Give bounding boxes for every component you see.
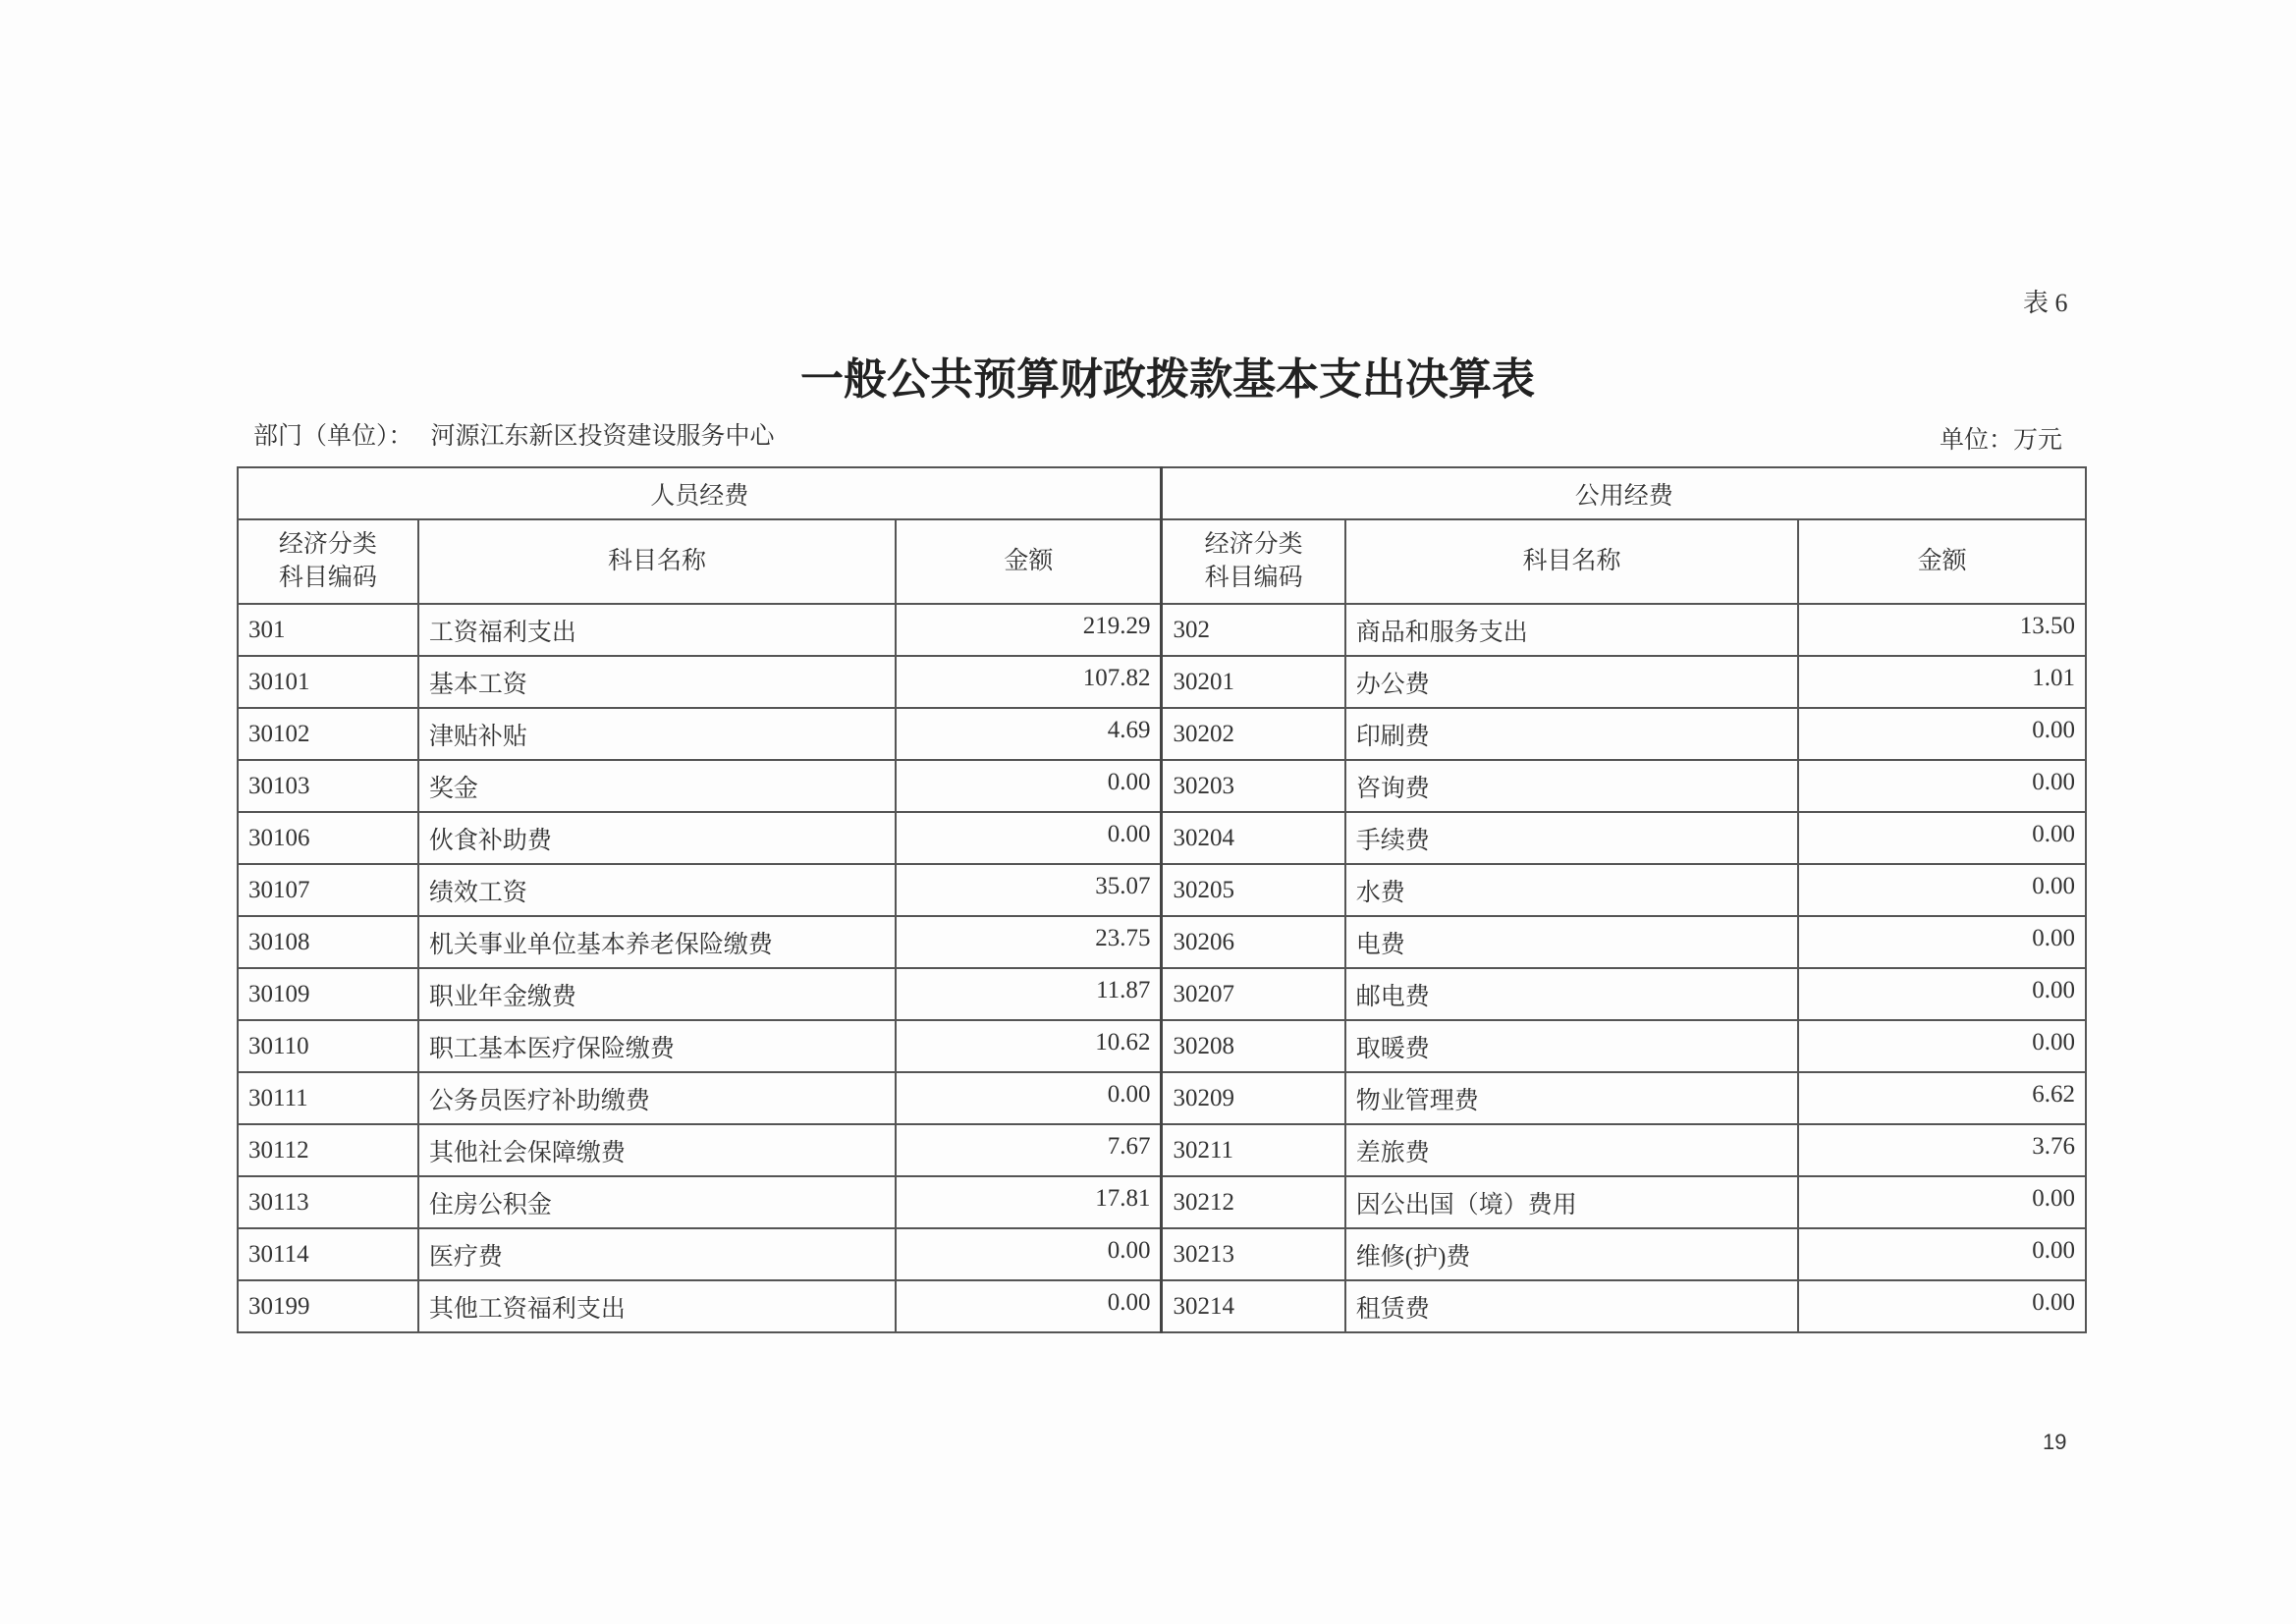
personnel-name: 奖金 [418, 760, 896, 812]
personnel-code: 30114 [238, 1228, 418, 1280]
personnel-name: 基本工资 [418, 656, 896, 708]
public-code: 30202 [1162, 708, 1345, 760]
public-name: 印刷费 [1345, 708, 1798, 760]
group-public: 公用经费 [1162, 467, 2086, 519]
public-code: 30209 [1162, 1072, 1345, 1124]
public-name: 差旅费 [1345, 1124, 1798, 1176]
personnel-amount: 4.69 [896, 708, 1162, 760]
public-code: 30213 [1162, 1228, 1345, 1280]
table-row [238, 812, 2086, 864]
table-row [238, 1124, 2086, 1176]
personnel-amount: 17.81 [896, 1176, 1162, 1228]
public-name: 维修(护)费 [1345, 1228, 1798, 1280]
personnel-code: 30108 [238, 916, 418, 968]
public-code: 30211 [1162, 1124, 1345, 1176]
public-name: 商品和服务支出 [1345, 604, 1798, 656]
public-amount: 0.00 [1798, 708, 2086, 760]
personnel-name: 绩效工资 [418, 864, 896, 916]
personnel-amount: 0.00 [896, 760, 1162, 812]
group-header-row [238, 467, 2086, 519]
personnel-name: 机关事业单位基本养老保险缴费 [418, 916, 896, 968]
department-line [253, 416, 793, 452]
public-amount: 3.76 [1798, 1124, 2086, 1176]
personnel-name: 其他社会保障缴费 [418, 1124, 896, 1176]
personnel-name: 工资福利支出 [418, 604, 896, 656]
personnel-amount: 107.82 [896, 656, 1162, 708]
public-code: 30204 [1162, 812, 1345, 864]
personnel-name: 医疗费 [418, 1228, 896, 1280]
public-amount: 1.01 [1798, 656, 2086, 708]
public-code: 30208 [1162, 1020, 1345, 1072]
personnel-code: 30109 [238, 968, 418, 1020]
table-row [238, 1280, 2086, 1332]
public-amount: 0.00 [1798, 812, 2086, 864]
personnel-amount: 0.00 [896, 1280, 1162, 1332]
personnel-code: 30113 [238, 1176, 418, 1228]
public-amount: 0.00 [1798, 968, 2086, 1020]
personnel-amount: 0.00 [896, 1072, 1162, 1124]
public-amount: 0.00 [1798, 760, 2086, 812]
public-amount: 0.00 [1798, 1020, 2086, 1072]
public-code: 30212 [1162, 1176, 1345, 1228]
public-name: 物业管理费 [1345, 1072, 1798, 1124]
header-amount: 金额 [896, 519, 1162, 604]
personnel-name: 伙食补助费 [418, 812, 896, 864]
personnel-name: 职业年金缴费 [418, 968, 896, 1020]
public-amount: 0.00 [1798, 1280, 2086, 1332]
public-amount: 13.50 [1798, 604, 2086, 656]
public-code: 30205 [1162, 864, 1345, 916]
group-personnel: 人员经费 [238, 467, 1162, 519]
header-code-line2: 科目编码 [1204, 565, 1303, 591]
page-number: 19 [2043, 1430, 2067, 1454]
page-title: 一般公共预算财政拨款基本支出决算表 [800, 354, 1535, 405]
personnel-code: 30111 [238, 1072, 418, 1124]
personnel-code: 301 [238, 604, 418, 656]
personnel-code: 30112 [238, 1124, 418, 1176]
table-row [238, 864, 2086, 916]
table-row [238, 604, 2086, 656]
table-row [238, 1072, 2086, 1124]
public-name: 邮电费 [1345, 968, 1798, 1020]
public-name: 取暖费 [1345, 1020, 1798, 1072]
public-code: 30203 [1162, 760, 1345, 812]
personnel-code: 30110 [238, 1020, 418, 1072]
public-name: 手续费 [1345, 812, 1798, 864]
personnel-code: 30106 [238, 812, 418, 864]
table-row [238, 760, 2086, 812]
header-code-line1: 经济分类 [278, 531, 377, 558]
table-row [238, 1020, 2086, 1072]
table-number: 表 6 [2023, 289, 2068, 317]
personnel-amount: 23.75 [896, 916, 1162, 968]
personnel-amount: 0.00 [896, 1228, 1162, 1280]
public-amount: 0.00 [1798, 1176, 2086, 1228]
table-row [238, 1176, 2086, 1228]
header-code [238, 519, 418, 604]
header-code-line1: 经济分类 [1204, 531, 1303, 558]
personnel-amount: 11.87 [896, 968, 1162, 1020]
expenditure-table [237, 466, 2087, 1333]
public-code: 30214 [1162, 1280, 1345, 1332]
public-name: 水费 [1345, 864, 1798, 916]
table-row [238, 1228, 2086, 1280]
public-code: 30206 [1162, 916, 1345, 968]
public-name: 电费 [1345, 916, 1798, 968]
public-name: 租赁费 [1345, 1280, 1798, 1332]
public-amount: 6.62 [1798, 1072, 2086, 1124]
personnel-amount: 35.07 [896, 864, 1162, 916]
table-row [238, 656, 2086, 708]
personnel-amount: 219.29 [896, 604, 1162, 656]
public-amount: 0.00 [1798, 864, 2086, 916]
personnel-code: 30107 [238, 864, 418, 916]
personnel-name: 其他工资福利支出 [418, 1280, 896, 1332]
personnel-code: 30199 [238, 1280, 418, 1332]
header-name: 科目名称 [1345, 519, 1798, 604]
personnel-amount: 0.00 [896, 812, 1162, 864]
column-header-row [238, 519, 2086, 604]
personnel-name: 职工基本医疗保险缴费 [418, 1020, 896, 1072]
department-label: 部门（单位）： [253, 423, 413, 450]
public-code: 302 [1162, 604, 1345, 656]
personnel-amount: 7.67 [896, 1124, 1162, 1176]
table-row [238, 968, 2086, 1020]
personnel-code: 30101 [238, 656, 418, 708]
department-name: 河源江东新区投资建设服务中心 [430, 423, 775, 450]
personnel-code: 30103 [238, 760, 418, 812]
header-code [1162, 519, 1345, 604]
table-row [238, 916, 2086, 968]
header-code-line2: 科目编码 [278, 565, 377, 591]
public-code: 30207 [1162, 968, 1345, 1020]
header-amount: 金额 [1798, 519, 2086, 604]
header-name: 科目名称 [418, 519, 896, 604]
public-name: 咨询费 [1345, 760, 1798, 812]
table-row [238, 708, 2086, 760]
personnel-code: 30102 [238, 708, 418, 760]
personnel-name: 津贴补贴 [418, 708, 896, 760]
public-amount: 0.00 [1798, 1228, 2086, 1280]
public-amount: 0.00 [1798, 916, 2086, 968]
public-code: 30201 [1162, 656, 1345, 708]
public-name: 办公费 [1345, 656, 1798, 708]
personnel-name: 公务员医疗补助缴费 [418, 1072, 896, 1124]
unit-label: 单位：万元 [1940, 427, 2063, 454]
public-name: 因公出国（境）费用 [1345, 1176, 1798, 1228]
personnel-name: 住房公积金 [418, 1176, 896, 1228]
personnel-amount: 10.62 [896, 1020, 1162, 1072]
